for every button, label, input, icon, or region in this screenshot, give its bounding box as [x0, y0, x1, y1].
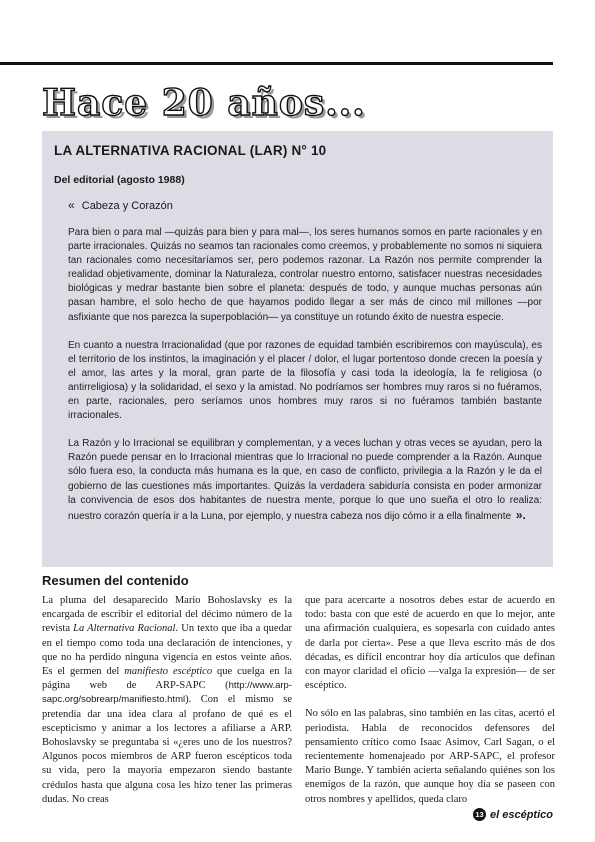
- resumen-right-column: [305, 594, 555, 807]
- editorial-paragraph-3-text: La Razón y lo Irracional se equilibran y complementan, y a veces luchan y otras veces se ayudan, pero la Razón puede pensar en lo Irracional mientras que lo Irracional no puede comprender a la Razón. Aunque sólo fuera eso, la conducta más humana es la que, en caso de conflicto, privilegia a la Razón y le da el gobierno de las cuestiones más importantes. Quizás la verdadera sabiduría consista en poder armonizar la convivencia de esos dos habitantes de nuestra mente, porque lo que uno sueña el otro lo realiza: nuestro corazón quería ir a la Luna, por ejemplo, y nuestra cabeza nos dijo cómo ir a ella finalmente: [68, 438, 542, 522]
- magazine-name: el escéptico: [490, 808, 553, 821]
- resumen-right-paragraph-1: que para acercarte a nosotros debes estar de acuerdo en todo: basta con que esté de acuerdo en que lo mejor, ante una afirmación cualquiera, es sopesarla con cuidado antes de darla por cierta». Pese a que lleva escrito más de dos décadas, es difícil encontrar hoy día artículos que definan con mayor claridad el oficio —valga la expresión— de ser escéptico.: [305, 595, 555, 692]
- editorial-paragraph-2: En cuanto a nuestra Irracionalidad (que por razones de equidad también escribiremos con mayúscula), es el territorio de los instintos, la imaginación y el placer / dolor, el lugar portentoso donde crecen la poesía y el amor, las artes y la moral, gran parte de la filosofía y casi toda la ideología, la fe religiosa (o antirreligiosa) y la solidaridad, el sexo y la amistad. No podríamos ser hombres muy raros si no fuéramos, en parte, racionales, pero seríamos unos hombres muy raros si no fuéramos también bastante irracionales.: [68, 339, 542, 422]
- editorial-paragraph-1: Para bien o para mal —quizás para bien y para mal—, los seres humanos somos en parte racionales y en parte irracionales. Quizás no seamos tan racionales como creemos, y probablemente no somos ni siquiera tan racionales como necesitaríamos ser, pero podemos razonar. La Razón nos permite comprender la realidad objetivamente, dominar la Naturaleza, controlar nuestro entorno, satisfacer nuestras necesidades biológicas y medrar bastante bien sobre el planeta: después de todo, y aunque muchas personas aún pasan hambre, el solo hecho de que hayamos podido llegar a ser más de cinco mil millones —por asfixiante que nos parezca la superpoblación— ya constituye un rotundo éxito de nuestra especie.: [68, 227, 542, 323]
- quote-title-text: Cabeza y Corazón: [81, 200, 173, 212]
- section-title: Hace 20 años...: [42, 82, 366, 124]
- top-rule: [0, 62, 553, 65]
- editorial-box: [42, 131, 553, 567]
- manifesto-url: http://www.arp-sapc.org/sobrearp/manifiesto.html: [42, 680, 292, 706]
- resumen-left-column: [42, 594, 292, 807]
- open-quote-mark: «: [68, 198, 75, 212]
- magazine-title: La Alternativa Racional: [73, 623, 176, 635]
- resumen-right-paragraph-2: No sólo en las palabras, sino también en las citas, acertó el periodista. Habla de reconocidos defensores del pensamiento crítico como Isaac Asimov, Carl Sagan, o el recientemente homenajeado por ARP-SAPC, el profesor Mario Bunge. Y también acierta señalando quiénes son los enemigos de la razón, que aunque hoy día se paseen con otros nombres y apellidos, queda claro: [305, 708, 555, 805]
- left-text-b: . Un texto que iba a quedar en el tiempo como toda una declaración de intenciones, y que no ha perdido ninguna vigencia en estos veinte años. Es el germen del: [42, 623, 292, 678]
- box-subheading: Del editorial (agosto 1988): [54, 174, 185, 186]
- manifesto-term: manifiesto escéptico: [124, 666, 213, 678]
- left-text-c: que cuelga en la página web de ARP-SAPC (: [42, 666, 293, 692]
- left-text-a: La pluma del desaparecido Mario Bohoslavsky es la encargada de escribir el editorial del décimo número de la revista: [42, 595, 292, 635]
- resumen-left-paragraph: [42, 594, 292, 807]
- left-text-d: ). Con el mismo se pretendía dar una idea clara al profano de qué es el escepticismo y animar a los lectores a afiliarse a ARP. Bohoslavsky se preguntaba si «¿eres uno de los nuestros? Algunos pocos miembros de ARP fueron escépticos toda su vida, pero la mayoría empezaron siendo bastante crédulos hasta que alguna cosa les hizo tener las primeras dudas. No creas: [42, 694, 292, 805]
- box-heading: LA ALTERNATIVA RACIONAL (LAR) N° 10: [54, 143, 327, 158]
- page-footer: [473, 808, 553, 821]
- close-quote-mark: ».: [515, 507, 526, 522]
- resumen-heading: Resumen del contenido: [42, 573, 189, 588]
- editorial-paragraph-3: [68, 437, 542, 524]
- page-number-badge: 13: [473, 808, 486, 821]
- quote-title: [68, 198, 539, 212]
